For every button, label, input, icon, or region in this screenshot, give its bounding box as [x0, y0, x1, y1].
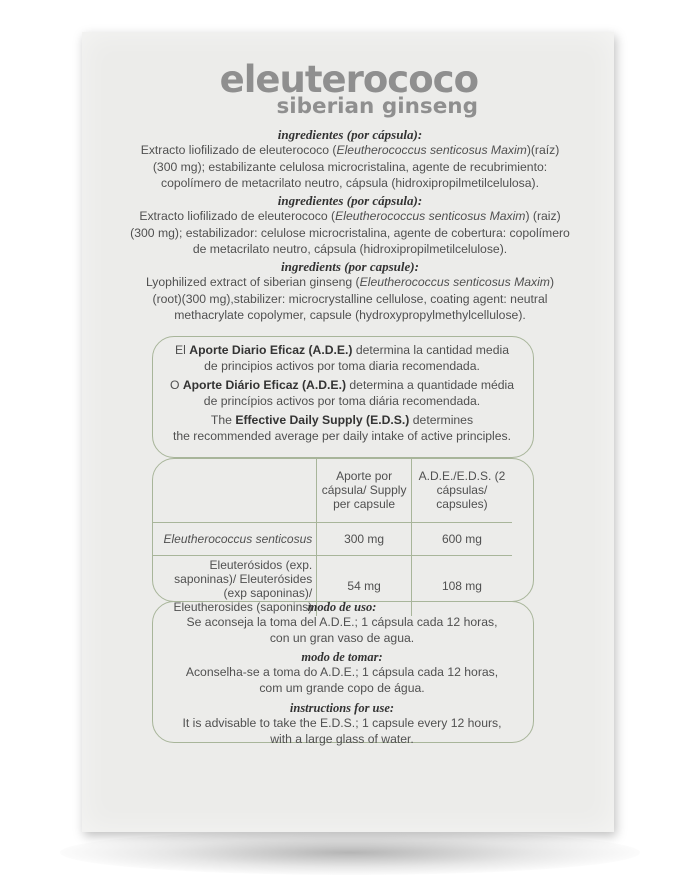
usage-title-pt: modo de tomar: [301, 650, 383, 664]
table-cell-per-capsule: 300 mg [317, 523, 412, 556]
table-cell-daily: 108 mg [411, 556, 512, 617]
usage-text-pt: Aconselha-se a toma do A.D.E.; 1 cápsula cada 12 horas, com um grande copo de água. [185, 665, 499, 695]
latin-name: Eleutherococcus senticosus Maxim [336, 143, 527, 157]
table-header-per-capsule: Aporte por cápsula/ Supply per capsule [317, 458, 412, 523]
latin-name: Eleutherococcus senticosus Maxim [359, 275, 550, 289]
latin-name: Eleutherococcus senticosus Maxim [335, 209, 526, 223]
table-header-empty [152, 458, 317, 523]
ingredients-text-es: Extracto liofilizado de eleuterococo (Eleutherococcus senticosus Maxim)(raíz) (300 mg); estabilizante celulosa microcristalina, agente de recubrimiento: copolímero de metacrilato neutro, cápsula (hidroxipropilmetilcelulosa). [140, 143, 560, 190]
brand-subtitle: siberian ginseng [276, 94, 478, 119]
usage-title-es: modo de uso: [307, 600, 377, 614]
usage-text-en: It is advisable to take the E.D.S.; 1 capsule every 12 hours, with a large glass of water. [182, 716, 502, 746]
usage-text-es: Se aconseja la toma del A.D.E.; 1 cápsula cada 12 horas, con un gran vaso de agua. [186, 615, 498, 645]
ade-text-pt: O Aporte Diário Eficaz (A.D.E.) determina a quantidade média de princípios activos por toma diária recomendada. [169, 378, 515, 408]
table-header-row [152, 458, 512, 523]
table-cell-label: Eleutherococcus senticosus [152, 523, 317, 556]
ingredients-title-pt: ingredientes (por cápsula): [277, 193, 423, 208]
ingredients-text-pt: Extracto liofilizado de eleuterococo (Eleutherococcus senticosus Maxim) (raiz)(300 mg); estabilizador: celulose microcristalina, agente de cobertura: copolímero de metacrilato neutro, cápsula (hidroxipropilmetilcelulose). [130, 209, 570, 256]
table-cell-per-capsule: 54 mg [317, 556, 412, 617]
brand-name: eleuterococo [219, 58, 478, 101]
ingredients-title-en: ingredients (por capsule): [281, 259, 419, 274]
nutrition-table [152, 458, 512, 616]
usage-title-en: instructions for use: [289, 701, 395, 715]
box-shadow [60, 830, 640, 875]
ingredients-text-en: Lyophilized extract of siberian ginseng (Eleutherococcus senticosus Maxim) (root)(300 mg),stabilizer: microcrystalline cellulose, coating agent: neutral methacrylate copolymer, capsule (hydroxypropylmethylcellulose). [145, 275, 555, 322]
ade-text-es: El Aporte Diario Eficaz (A.D.E.) determina la cantidad media de principios activos por toma diaria recomendada. [175, 343, 509, 373]
table-cell-daily: 600 mg [411, 523, 512, 556]
table-row [152, 523, 512, 556]
ade-text-en: The Effective Daily Supply (E.D.S.) determines the recommended average per daily intake of active principles. [172, 413, 512, 443]
table-cell-label: Eleuterósidos (exp. saponinas)/ Eleuterósides (exp saponinas)/ Eleutherosides (saponins) [173, 558, 313, 614]
table-header-daily: A.D.E./E.D.S. (2 cápsulas/ capsules) [411, 458, 512, 523]
ingredients-title-es: ingredientes (por cápsula): [277, 127, 423, 142]
